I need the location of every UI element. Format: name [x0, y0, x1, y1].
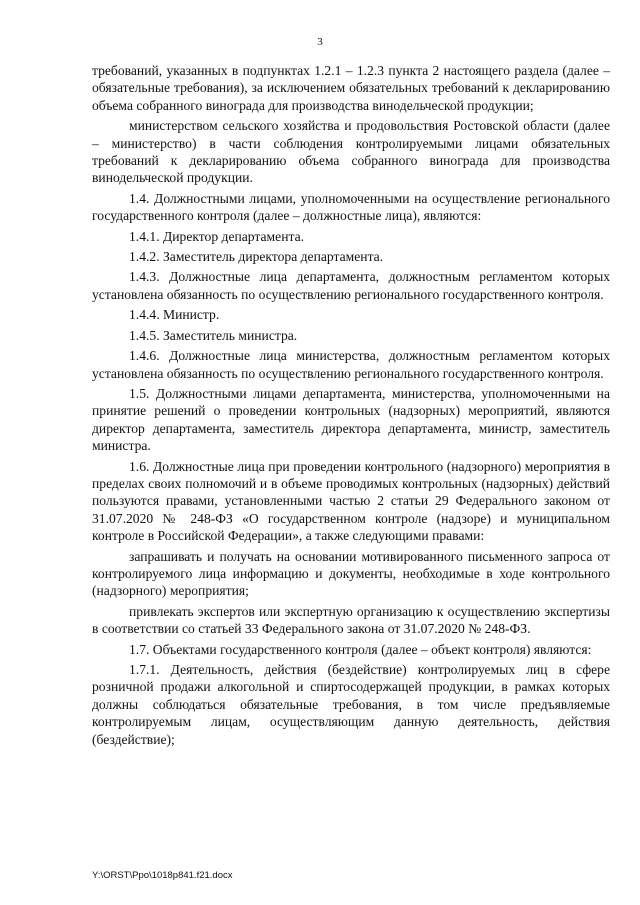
- paragraph-1-4-3: 1.4.3. Должностные лица департамента, должностным регламентом которых установлена обязанность по осуществлению регионального государственного контроля.: [92, 269, 610, 302]
- paragraph-1-4-1: 1.4.1. Директор департамента.: [129, 228, 305, 244]
- paragraph-right-experts: привлекать экспертов или экспертную организацию к осуществлению экспертизы в соответствии со статьей 33 Федерального закона от 31.07.2020 № 248-ФЗ.: [92, 603, 610, 637]
- paragraph-1-4-6: 1.4.6. Должностные лица министерства, должностным регламентом которых установлена обязанность по осуществлению регионального государственного контроля.: [92, 348, 610, 381]
- paragraph-1-4-5: 1.4.5. Заместитель министра.: [129, 327, 298, 343]
- page-number: 3: [317, 36, 323, 48]
- paragraph-1-4: 1.4. Должностными лицами, уполномоченными на осуществление регионального государственного контроля (далее – должностные лица), являются:: [92, 190, 610, 224]
- paragraph-1-4-4: 1.4.4. Министр.: [129, 307, 220, 323]
- paragraph-1-6: 1.6. Должностные лица при проведении контрольного (надзорного) мероприятия в пределах своих полномочий и в объеме проводимых контрольных (надзорных) действий пользуются правами, установленными частью 2 статьи 29 Федерального законом от 31.07.2020 № 248-ФЗ «О государственном контроле (надзоре) и муниципальном контроле в Российской Федерации», а также следующими правами:: [92, 458, 610, 544]
- paragraph-right-request: запрашивать и получать на основании мотивированного письменного запроса от контролируемого лица информацию и документы, необходимые в ходе контрольного (надзорного) мероприятия;: [92, 548, 610, 599]
- paragraph-1-7-1: 1.7.1. Деятельность, действия (бездействие) контролируемых лиц в сфере розничной продажи алкогольной и спиртосодержащей продукции, в рамках которых должны соблюдаться обязательные требования, в том числе предъявляемые контролируемым лицам, осуществляющим данную деятельность, действия (бездействие);: [92, 662, 610, 747]
- paragraph-continuation: требований, указанных в подпунктах 1.2.1 – 1.2.3 пункта 2 настоящего раздела (далее – обязательные требования), за исключением обязательных требований к декларированию объема собранного винограда для производства винодельческой продукции;: [92, 63, 610, 113]
- paragraph-ministry: министерством сельского хозяйства и продовольствия Ростовской области (далее – министерство) в части соблюдения контролируемыми лицами обязательных требований к декларированию объема собранного винограда для производства винодельческой продукции.: [92, 118, 610, 186]
- paragraph-1-7: 1.7. Объектами государственного контроля (далее – объект контроля) являются:: [129, 641, 592, 657]
- document-body: [92, 62, 610, 748]
- paragraph-1-5: 1.5. Должностными лицами департамента, министерства, уполномоченными на принятие решений о проведении контрольных (надзорных) мероприятий, являются директор департамента, заместитель директора департамента, министр, заместитель министра.: [92, 385, 610, 454]
- paragraph-1-4-2: 1.4.2. Заместитель директора департамента.: [129, 249, 384, 265]
- file-path-footer: Y:\ORST\Ppo\1018p841.f21.docx: [92, 870, 233, 881]
